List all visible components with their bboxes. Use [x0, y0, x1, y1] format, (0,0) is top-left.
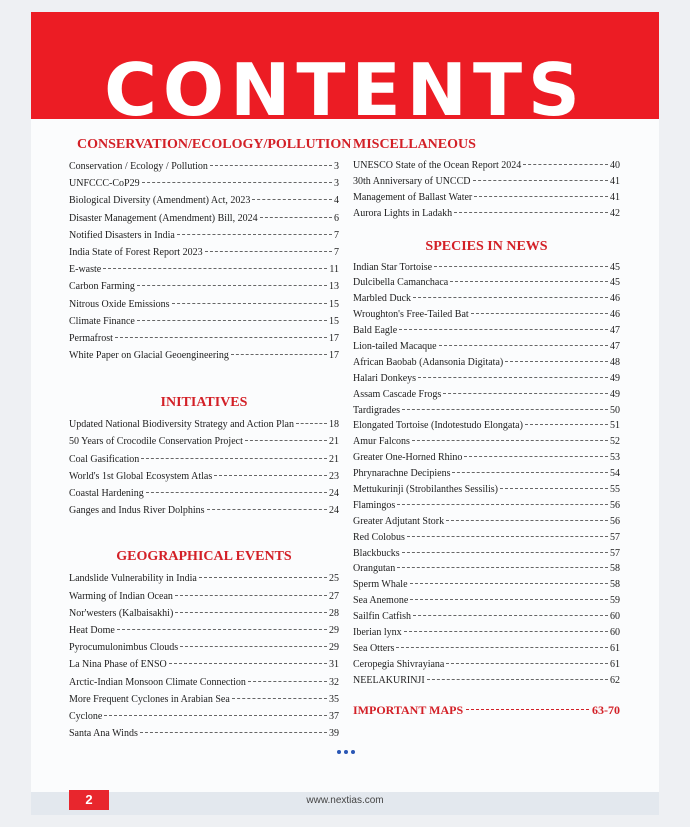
section-heading: CONSERVATION/ECOLOGY/POLLUTION	[77, 137, 352, 152]
entry-page: 15	[329, 298, 339, 310]
entry-title: Pyrocumulonimbus Clouds	[69, 642, 179, 654]
leader-dots	[231, 354, 327, 355]
entry-title: Blackbucks	[353, 547, 400, 559]
more-icon	[337, 750, 355, 754]
entry-title: Amur Falcons	[353, 436, 410, 448]
toc-entry[interactable]	[69, 451, 339, 468]
entry-title: Dulcibella Camanchaca	[353, 277, 449, 289]
entry-title: Flamingos	[353, 499, 396, 511]
entry-page: 61	[610, 642, 620, 654]
entry-title: Sperm Whale	[353, 579, 408, 591]
section-heading: MISCELLANEOUS	[353, 137, 476, 152]
toc-entry[interactable]	[69, 433, 339, 450]
left-column	[69, 136, 352, 742]
toc-entry[interactable]	[69, 192, 339, 209]
toc-entry[interactable]	[69, 691, 339, 708]
entry-title: Wroughton's Free-Tailed Bat	[353, 309, 469, 321]
entry-title: India State of Forest Report 2023	[69, 246, 203, 258]
entry-page: 35	[329, 693, 339, 705]
entry-title: Nor'westers (Kalbaisakhi)	[69, 607, 174, 619]
leader-dots	[142, 182, 332, 183]
contents-page	[31, 12, 659, 815]
page-number-badge: 2	[69, 790, 109, 810]
entry-title: Heat Dome	[69, 624, 115, 636]
toc-entry[interactable]	[353, 546, 620, 562]
leader-dots	[175, 595, 327, 596]
entry-title: NEELAKURINJI	[353, 674, 425, 686]
entry-title: Biological Diversity (Amendment) Act, 2023	[69, 195, 251, 207]
leader-dots	[505, 361, 608, 362]
toc-entry[interactable]	[353, 466, 620, 482]
entry-page: 59	[610, 595, 620, 607]
toc-entry[interactable]	[69, 485, 339, 502]
entry-title: Management of Ballast Water	[353, 191, 473, 203]
entry-page: 37	[329, 710, 339, 722]
entry-title: Bald Eagle	[353, 325, 398, 337]
leader-dots	[397, 504, 608, 505]
entry-title: Disaster Management (Amendment) Bill, 2024	[69, 212, 258, 224]
entry-title: Landslide Vulnerability in India	[69, 573, 197, 585]
entry-page: 40	[610, 160, 620, 171]
leader-dots	[104, 715, 327, 716]
entry-title: Greater Adjutant Stork	[353, 515, 445, 527]
toc-entry[interactable]	[69, 502, 339, 519]
entry-title: 50 Years of Crocodile Conservation Project	[69, 436, 243, 448]
toc-entry[interactable]	[69, 158, 339, 175]
toc-entry[interactable]	[353, 355, 620, 371]
toc-entry[interactable]	[69, 210, 339, 227]
leader-dots	[141, 458, 327, 459]
footer-url: www.nextias.com	[306, 795, 384, 806]
entry-page: 60	[610, 627, 620, 639]
entry-title: Sea Anemone	[353, 595, 409, 607]
leader-dots	[207, 509, 327, 510]
leader-dots	[450, 281, 608, 282]
leader-dots	[434, 266, 608, 267]
toc-entry[interactable]	[353, 641, 620, 657]
entry-page: 29	[329, 642, 339, 654]
entry-title: Ceropegia Shivrayiana	[353, 658, 445, 670]
important-maps-pages: 63-70	[592, 702, 620, 717]
leader-dots	[427, 679, 608, 680]
entry-page: 56	[610, 515, 620, 527]
entry-page: 45	[610, 261, 620, 273]
leader-dots	[180, 646, 327, 647]
leader-dots	[140, 732, 327, 733]
entry-title: Notified Disasters in India	[69, 229, 175, 241]
toc-entry[interactable]	[69, 725, 339, 742]
toc-entry[interactable]	[69, 588, 339, 605]
toc-entry[interactable]	[353, 609, 620, 625]
entry-page: 3	[334, 178, 339, 190]
entry-title: Assam Cascade Frogs	[353, 388, 442, 400]
toc-entry[interactable]	[353, 158, 620, 174]
toc-entry[interactable]	[69, 708, 339, 725]
toc-entry[interactable]	[353, 174, 620, 190]
section-heading: INITIATIVES	[160, 395, 248, 411]
entry-title: Santa Ana Winds	[69, 728, 138, 740]
entry-page: 32	[329, 676, 339, 688]
toc-entry[interactable]	[69, 278, 339, 295]
toc-entry[interactable]	[353, 206, 620, 222]
toc-entry[interactable]	[69, 347, 339, 364]
leader-dots	[232, 698, 327, 699]
leader-dots	[418, 377, 608, 378]
leader-dots	[210, 165, 332, 166]
entry-page: 61	[610, 658, 620, 670]
entry-page: 51	[610, 420, 620, 432]
entry-page: 41	[610, 191, 620, 203]
entry-page: 52	[610, 436, 620, 448]
toc-entry[interactable]	[353, 673, 620, 689]
leader-dots	[413, 615, 608, 616]
entry-page: 58	[610, 579, 620, 591]
toc-entry[interactable]	[353, 418, 620, 434]
leader-dots	[412, 440, 608, 441]
entry-page: 53	[610, 452, 620, 464]
toc-entry[interactable]	[69, 227, 339, 244]
leader-dots	[452, 472, 608, 473]
leader-dots	[402, 552, 608, 553]
entry-title: Climate Finance	[69, 315, 135, 327]
toc-entry[interactable]	[353, 434, 620, 450]
entry-title: UNFCCC-CoP29	[69, 178, 140, 190]
leader-dots	[446, 520, 608, 521]
entry-page: 57	[610, 547, 620, 559]
leader-dots	[404, 631, 608, 632]
entry-page: 29	[329, 624, 339, 636]
entry-title: Marbled Duck	[353, 293, 412, 305]
leader-dots	[397, 567, 608, 568]
leader-dots	[175, 612, 327, 613]
entry-page: 31	[329, 659, 339, 671]
entry-page: 11	[329, 264, 339, 276]
entry-page: 17	[329, 332, 339, 344]
leader-dots	[169, 663, 327, 664]
entry-title: Coal Gasification	[69, 453, 140, 465]
toc-entry[interactable]	[69, 468, 339, 485]
leader-dots	[115, 337, 327, 338]
entry-title: Elongated Tortoise (Indotestudo Elongata)	[353, 420, 523, 432]
leader-dots	[252, 199, 332, 200]
entry-title: Iberian lynx	[353, 627, 402, 639]
leader-dots	[137, 285, 327, 286]
entry-page: 54	[610, 468, 620, 480]
leader-dots	[199, 577, 327, 578]
entry-page: 57	[610, 531, 620, 543]
toc-entry[interactable]	[69, 656, 339, 673]
entry-page: 58	[610, 563, 620, 575]
leader-dots	[103, 268, 327, 269]
leader-dots	[245, 440, 327, 441]
entry-title: Halari Donkeys	[353, 372, 417, 384]
entry-title: Updated National Biodiversity Strategy and Action Plan	[69, 419, 294, 431]
toc-entry[interactable]	[353, 593, 620, 609]
leader-dots	[446, 663, 608, 664]
entry-title: Red Colobus	[353, 531, 405, 543]
entry-page: 3	[334, 161, 339, 172]
entry-title: Arctic-Indian Monsoon Climate Connection	[69, 676, 246, 688]
entry-page: 7	[334, 229, 339, 241]
toc-entry[interactable]	[353, 530, 620, 546]
toc-entry[interactable]	[69, 622, 339, 639]
entry-page: 48	[610, 356, 620, 368]
toc-entry[interactable]	[69, 313, 339, 330]
leader-dots	[439, 345, 608, 346]
section-heading: SPECIES IN NEWS	[425, 238, 548, 254]
entry-page: 47	[610, 325, 620, 337]
toc-entry[interactable]	[353, 514, 620, 530]
page-title: CONTENTS	[104, 48, 586, 132]
leader-dots	[214, 475, 327, 476]
leader-dots	[399, 329, 608, 330]
entry-page: 49	[610, 388, 620, 400]
leader-dots	[473, 180, 609, 181]
leader-dots	[413, 297, 608, 298]
entry-page: 7	[334, 246, 339, 258]
toc-entry[interactable]	[353, 625, 620, 641]
leader-dots	[466, 709, 589, 710]
leader-dots	[410, 599, 608, 600]
entry-page: 15	[329, 315, 339, 327]
important-maps-entry[interactable]	[353, 703, 620, 718]
entry-title: Sea Otters	[353, 642, 395, 654]
entry-page: 28	[329, 607, 339, 619]
entry-page: 23	[329, 470, 339, 482]
entry-title: E-waste	[69, 264, 102, 276]
entry-title: UNESCO State of the Ocean Report 2024	[353, 160, 522, 171]
entry-page: 24	[329, 505, 339, 517]
entry-page: 47	[610, 341, 620, 353]
toc-entry[interactable]	[69, 674, 339, 691]
toc-entry[interactable]	[69, 416, 339, 433]
entry-page: 24	[329, 488, 339, 499]
entry-page: 17	[329, 350, 339, 362]
leader-dots	[464, 456, 608, 457]
right-column	[353, 136, 620, 718]
leader-dots	[205, 251, 332, 252]
entry-page: 62	[610, 674, 620, 686]
entry-page: 55	[610, 484, 620, 496]
entry-title: Warming of Indian Ocean	[69, 590, 173, 602]
entry-page: 46	[610, 293, 620, 305]
leader-dots	[137, 320, 327, 321]
toc-entry[interactable]	[69, 639, 339, 656]
toc-entry[interactable]	[353, 577, 620, 593]
entry-page: 60	[610, 611, 620, 623]
toc-entry[interactable]	[353, 482, 620, 498]
section-heading: GEOGRAPHICAL EVENTS	[116, 549, 292, 565]
toc-entry[interactable]	[353, 387, 620, 403]
leader-dots	[523, 164, 608, 165]
entry-title: Mettukurinji (Strobilanthes Sessilis)	[353, 484, 498, 496]
toc-entry[interactable]	[353, 403, 620, 419]
toc-entry[interactable]	[69, 296, 339, 313]
leader-dots	[525, 424, 608, 425]
leader-dots	[407, 536, 608, 537]
entry-page: 46	[610, 309, 620, 321]
entry-title: World's 1st Global Ecosystem Atlas	[69, 470, 213, 482]
entry-title: Phrynarachne Decipiens	[353, 468, 451, 480]
leader-dots	[172, 303, 327, 304]
entry-title: More Frequent Cyclones in Arabian Sea	[69, 693, 230, 705]
entry-title: Cyclone	[69, 710, 103, 722]
entry-title: Lion-tailed Macaque	[353, 341, 437, 353]
toc-entry[interactable]	[353, 307, 620, 323]
toc-entry[interactable]	[69, 175, 339, 192]
entry-page: 25	[329, 573, 339, 585]
entry-title: Tardigrades	[353, 404, 401, 416]
important-maps-label: IMPORTANT MAPS	[353, 702, 464, 717]
leader-dots	[396, 647, 608, 648]
leader-dots	[177, 234, 332, 235]
entry-title: Carbon Farming	[69, 281, 135, 293]
leader-dots	[296, 423, 327, 424]
entry-title: Conservation / Ecology / Pollution	[69, 161, 208, 172]
toc-entry[interactable]	[353, 275, 620, 291]
entry-title: Orangutan	[353, 563, 396, 575]
leader-dots	[260, 217, 332, 218]
toc-entry[interactable]	[69, 244, 339, 261]
toc-entry[interactable]	[353, 371, 620, 387]
leader-dots	[474, 196, 608, 197]
toc-entry[interactable]	[353, 323, 620, 339]
toc-entry[interactable]	[353, 561, 620, 577]
toc-entry[interactable]	[69, 261, 339, 278]
leader-dots	[443, 393, 608, 394]
toc-entry[interactable]	[69, 605, 339, 622]
entry-page: 13	[329, 281, 339, 293]
entry-title: 30th Anniversary of UNCCD	[353, 175, 471, 187]
leader-dots	[402, 409, 608, 410]
entry-page: 21	[329, 453, 339, 465]
entry-page: 21	[329, 436, 339, 448]
toc-entry[interactable]	[353, 260, 620, 276]
leader-dots	[471, 313, 608, 314]
entry-title: Permafrost	[69, 332, 113, 344]
entry-title: Aurora Lights in Ladakh	[353, 207, 453, 219]
entry-page: 45	[610, 277, 620, 289]
leader-dots	[248, 681, 327, 682]
leader-dots	[146, 492, 327, 493]
entry-title: La Nina Phase of ENSO	[69, 659, 167, 671]
entry-title: White Paper on Glacial Geoengineering	[69, 350, 229, 362]
entry-page: 41	[610, 175, 620, 187]
entry-page: 4	[334, 195, 339, 207]
toc-entry[interactable]	[353, 190, 620, 206]
leader-dots	[410, 583, 608, 584]
entry-page: 18	[329, 419, 339, 431]
entry-page: 49	[610, 372, 620, 384]
entry-page: 39	[329, 728, 339, 740]
toc-entry[interactable]	[353, 339, 620, 355]
entry-title: Indian Star Tortoise	[353, 261, 433, 273]
toc-entry[interactable]	[69, 570, 339, 587]
leader-dots	[454, 212, 608, 213]
entry-title: Coastal Hardening	[69, 488, 144, 499]
entry-page: 50	[610, 404, 620, 416]
entry-title: Sailfin Catfish	[353, 611, 412, 623]
toc-entry[interactable]	[353, 291, 620, 307]
entry-page: 42	[610, 207, 620, 219]
leader-dots	[117, 629, 327, 630]
leader-dots	[500, 488, 608, 489]
entry-page: 56	[610, 499, 620, 511]
entry-title: Nitrous Oxide Emissions	[69, 298, 170, 310]
entry-title: Greater One-Horned Rhino	[353, 452, 463, 464]
toc-entry[interactable]	[69, 330, 339, 347]
toc-entry[interactable]	[353, 450, 620, 466]
toc-entry[interactable]	[353, 657, 620, 673]
toc-entry[interactable]	[353, 498, 620, 514]
entry-title: African Baobab (Adansonia Digitata)	[353, 356, 504, 368]
entry-page: 27	[329, 590, 339, 602]
entry-page: 6	[334, 212, 339, 224]
entry-title: Ganges and Indus River Dolphins	[69, 505, 205, 517]
